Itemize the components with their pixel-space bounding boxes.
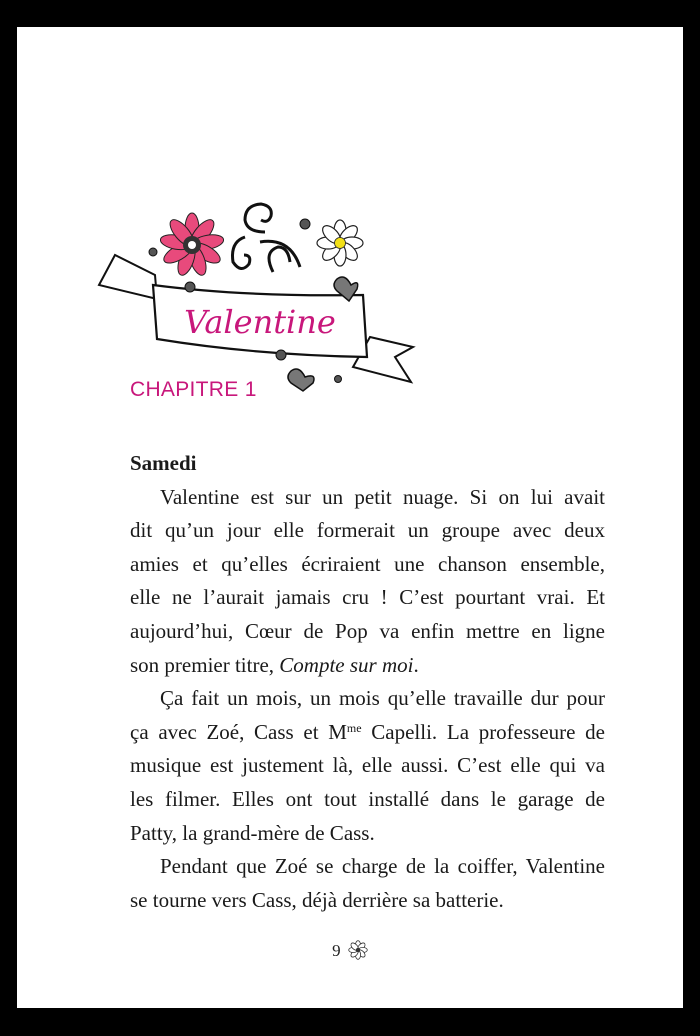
pink-flower-icon — [159, 213, 224, 277]
white-daisy-icon — [317, 220, 363, 266]
page-number: 9 — [332, 941, 341, 960]
swirl-icon — [233, 204, 301, 272]
text-line: dit qu’un jour elle formerait un groupe avec deux — [130, 518, 605, 543]
text-line: Patty, la grand-mère de Cass. — [130, 820, 375, 845]
text: . — [413, 652, 419, 677]
text-line: Valentine est sur un petit nuage. Si on lui avait — [160, 484, 605, 509]
chapter-text — [130, 447, 605, 917]
song-title: Compte sur moi — [279, 652, 414, 677]
text-line: se tourne vers Cass, déjà derrière sa batterie. — [130, 887, 504, 912]
text-line — [130, 716, 605, 750]
text-line: musique est justement là, elle aussi. C’est elle qui va — [130, 753, 605, 778]
text-line: les filmer. Elles ont tout installé dans le garage de — [130, 786, 605, 811]
banner-title: Valentine — [184, 303, 336, 341]
text: Capelli. La professeure de — [361, 719, 605, 744]
text: son premier titre, — [130, 652, 280, 677]
text-line: Ça fait un mois, un mois qu’elle travaille dur pour — [160, 686, 605, 711]
daisy-icon — [348, 940, 368, 960]
text-line: elle ne l’aurait jamais cru ! C’est pourtant vrai. Et — [130, 585, 605, 610]
chapter-ornament — [95, 197, 435, 397]
text-line: amies et qu’elles écriraient une chanson ensemble, — [130, 551, 605, 576]
text-line: aujourd’hui, Cœur de Pop va enfin mettre en ligne — [130, 618, 605, 643]
text: ça avec Zoé, Cass et M — [130, 719, 347, 744]
heart-icon — [288, 369, 314, 391]
section-heading: Samedi — [130, 451, 197, 475]
superscript: me — [346, 720, 362, 735]
book-page — [17, 27, 683, 1008]
ribbon-left-tail — [99, 255, 157, 299]
text-line: Pendant que Zoé se charge de la coiffer, Valentine — [160, 854, 605, 879]
chapter-label: CHAPITRE 1 — [130, 378, 257, 401]
text-line — [130, 649, 605, 683]
page-footer — [17, 940, 683, 961]
